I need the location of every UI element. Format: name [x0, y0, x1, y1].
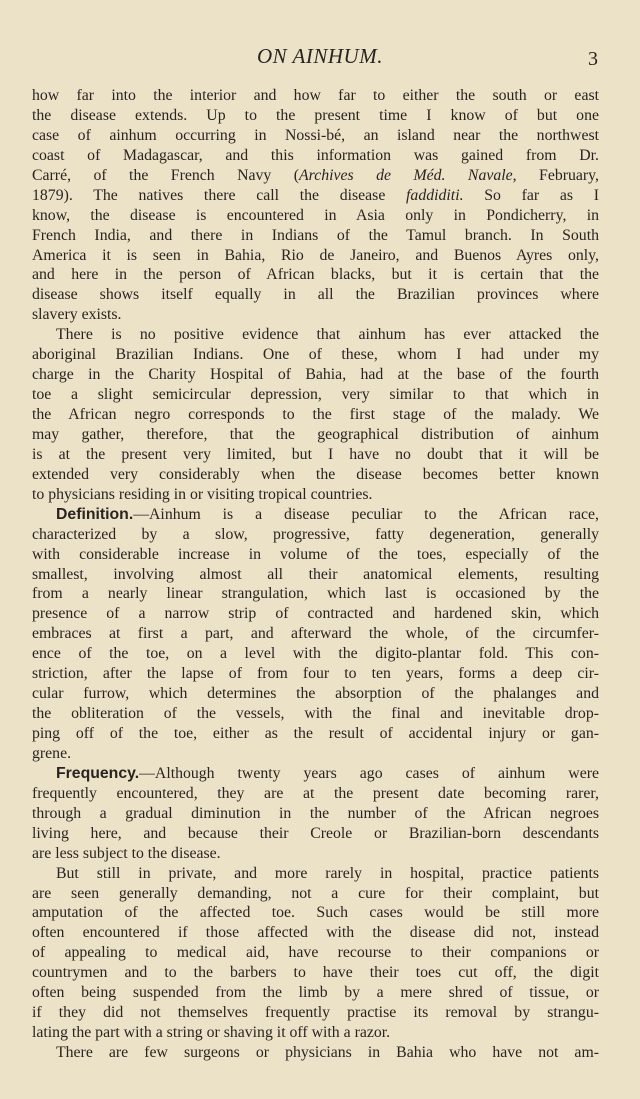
text-line — [32, 1003, 599, 1023]
line-text: countrymen and to the barbers to have their toes cut off, the digit — [32, 964, 599, 982]
text-line — [32, 325, 599, 345]
line-text: through a gradual diminution in the number of the African negroes — [32, 804, 599, 822]
line-text: embraces at first a part, and afterward the whole, of the circumfer- — [32, 625, 599, 643]
text-line — [32, 106, 599, 126]
line-text: America it is seen in Bahia, Rio de Janeiro, and Buenos Ayres only, — [32, 246, 599, 264]
line-text: striction, after the lapse of from four to ten years, forms a deep cir- — [32, 665, 599, 683]
line-text: disease shows itself equally in all the Brazilian provinces where — [32, 286, 599, 304]
line-text: grene. — [32, 744, 72, 762]
line-text: are seen generally demanding, not a cure for their complaint, but — [32, 884, 599, 902]
line-text: extended very considerably when the disease becomes better known — [32, 465, 599, 483]
line-text: slavery exists. — [32, 306, 122, 324]
text-line — [32, 186, 599, 206]
line-text: with considerable increase in volume of the toes, especially of the — [32, 545, 599, 563]
text-line — [32, 804, 599, 824]
text-line — [32, 126, 599, 146]
text-line — [32, 884, 599, 904]
italic-text: Archives de Méd. Navale, — [299, 166, 517, 184]
text-line — [32, 844, 599, 864]
line-text: may gather, therefore, that the geographical distribution of ainhum — [32, 425, 599, 443]
text-line — [32, 983, 599, 1003]
line-text: lating the part with a string or shaving it off with a razor. — [32, 1024, 391, 1042]
page-number: 3 — [588, 48, 598, 70]
text-line — [32, 525, 599, 545]
line-text: smallest, involving almost all their anatomical elements, resulting — [32, 565, 599, 583]
line-text: amputation of the affected toe. Such cases would be still more — [32, 904, 599, 922]
line-text: aboriginal Brazilian Indians. One of these, whom I had under my — [32, 346, 599, 364]
line-text: know, the disease is encountered in Asia only in Pondicherry, in — [32, 206, 599, 224]
line-text: French India, and there in Indians of the Tamul branch. In South — [32, 226, 599, 244]
page-header — [0, 44, 640, 74]
text-line — [32, 744, 599, 764]
text-line — [32, 146, 599, 166]
line-text: the obliteration of the vessels, with the final and inevitable drop- — [32, 705, 599, 723]
text-line — [32, 684, 599, 704]
text-line — [32, 485, 599, 505]
text-line — [32, 425, 599, 445]
line-text: 1879). The natives there call the disease — [32, 186, 407, 204]
line-text: are less subject to the disease. — [32, 844, 221, 862]
text-line — [32, 206, 599, 226]
text-line — [32, 385, 599, 405]
text-line — [32, 285, 599, 305]
line-text: often being suspended from the limb by a mere shred of tissue, or — [32, 984, 599, 1002]
text-line — [32, 305, 599, 325]
text-line — [32, 604, 599, 624]
line-text: —Ainhum is a disease peculiar to the African race, — [133, 505, 599, 523]
line-text: if they did not themselves frequently practise its removal by strangu- — [32, 1004, 599, 1022]
text-line — [32, 545, 599, 565]
line-text: cular furrow, which determines the absorption of the phalanges and — [32, 685, 599, 703]
text-line — [32, 644, 599, 664]
line-text: and here in the person of African blacks, but it is certain that the — [32, 266, 599, 284]
line-text: characterized by a slow, progressive, fatty degeneration, generally — [32, 525, 599, 543]
line-text: from a nearly linear strangulation, which last is occasioned by the — [32, 585, 599, 603]
line-text: to physicians residing in or visiting tropical countries. — [32, 485, 373, 503]
text-line — [32, 445, 599, 465]
text-line — [32, 1043, 599, 1063]
section-heading: Definition. — [56, 505, 134, 523]
body-text — [32, 86, 599, 1063]
line-text: frequently encountered, they are at the present date becoming rarer, — [32, 784, 599, 802]
text-line — [32, 505, 599, 525]
text-line — [32, 465, 599, 485]
line-text: charge in the Charity Hospital of Bahia, had at the base of the fourth — [32, 366, 599, 384]
text-line — [32, 246, 599, 266]
line-text: So far as I — [463, 186, 599, 204]
line-text: presence of a narrow strip of contracted and hardened skin, which — [32, 605, 599, 623]
line-text: There is no positive evidence that ainhum has ever attacked the — [56, 326, 599, 344]
text-line — [32, 1023, 599, 1043]
line-text: case of ainhum occurring in Nossi-bé, an island near the northwest — [32, 126, 599, 144]
running-title: ON AINHUM. — [257, 44, 383, 68]
text-line — [32, 166, 599, 186]
text-line — [32, 226, 599, 246]
line-text: There are few surgeons or physicians in Bahia who have not am- — [56, 1044, 599, 1061]
line-text: is at the present very limited, but I have no doubt that it will be — [32, 445, 599, 463]
text-line — [32, 903, 599, 923]
line-text: how far into the interior and how far to either the south or east — [32, 87, 599, 104]
text-line — [32, 664, 599, 684]
line-text: February, — [516, 166, 599, 184]
line-text: of appealing to medical aid, have recourse to their companions or — [32, 944, 599, 962]
text-line — [32, 405, 599, 425]
line-text: often encountered if those affected with the disease did not, instead — [32, 924, 599, 942]
text-line — [32, 824, 599, 844]
line-text: Carré, of the French Navy ( — [32, 166, 299, 184]
line-text: —Although twenty years ago cases of ainhum were — [139, 764, 599, 782]
text-line — [32, 584, 599, 604]
line-text: living here, and because their Creole or Brazilian-born descendants — [32, 824, 599, 842]
line-text: ence of the toe, on a level with the digito-plantar fold. This con- — [32, 645, 599, 663]
section-heading: Frequency. — [56, 764, 140, 782]
text-line — [32, 704, 599, 724]
text-line — [32, 923, 599, 943]
line-text: the African negro corresponds to the first stage of the malady. We — [32, 406, 599, 423]
text-line — [32, 764, 599, 784]
text-line — [32, 624, 599, 644]
line-text: the disease extends. Up to the present time I know of but one — [32, 106, 599, 124]
text-line — [32, 365, 599, 385]
text-line — [32, 565, 599, 585]
line-text: But still in private, and more rarely in hospital, practice patients — [56, 864, 599, 882]
line-text: ping off of the toe, either as the result of accidental injury or gan- — [32, 725, 599, 742]
text-line — [32, 724, 599, 744]
text-line — [32, 784, 599, 804]
text-line — [32, 345, 599, 365]
line-text: coast of Madagascar, and this information was gained from Dr. — [32, 146, 599, 164]
italic-text: faddiditi. — [406, 186, 464, 204]
text-line — [32, 265, 599, 285]
line-text: toe a slight semicircular depression, very similar to that which in — [32, 386, 599, 404]
text-line — [32, 943, 599, 963]
text-line — [32, 86, 599, 106]
text-line — [32, 963, 599, 983]
text-line — [32, 864, 599, 884]
